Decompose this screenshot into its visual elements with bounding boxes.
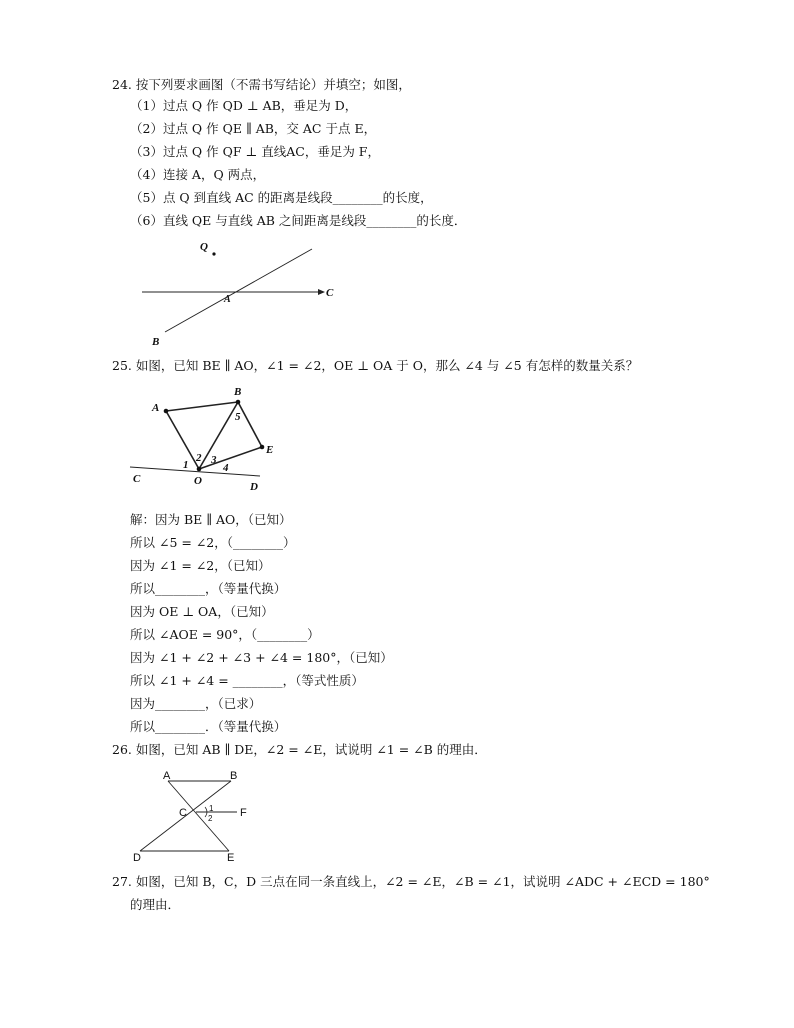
- line-ab: [165, 249, 312, 332]
- label-c: C: [133, 473, 141, 485]
- label-b: B: [230, 770, 238, 782]
- seg-ab: [166, 402, 238, 411]
- seg-ae: [168, 781, 229, 851]
- q24-item-1: （1）过点 Q 作 QD ⊥ AB，垂足为 D，: [130, 98, 358, 113]
- seg-oe: [199, 447, 262, 469]
- label-c: C: [179, 807, 187, 819]
- q25-solution-6: 所以 ∠AOE = 90°，（________）: [130, 627, 320, 642]
- point-b: [236, 400, 241, 405]
- q27-title: 27. 如图，已知 B，C，D 三点在同一条直线上，∠2 = ∠E，∠B = ∠1，试说明 ∠ADC + ∠ECD = 180°: [112, 874, 710, 889]
- arrow-c: [318, 289, 325, 295]
- point-q: [212, 252, 215, 255]
- label-a: A: [163, 770, 171, 782]
- label-c: C: [326, 287, 334, 299]
- point-a: [164, 409, 169, 414]
- q24-item-4: （4）连接 A，Q 两点，: [130, 167, 266, 182]
- q25-solution-10: 所以________．（等量代换）: [130, 719, 287, 734]
- label-e: E: [227, 852, 235, 864]
- q25-solution-4: 所以________，（等量代换）: [130, 581, 287, 596]
- label-b: B: [234, 386, 242, 398]
- label-angle-1: 1: [183, 459, 189, 471]
- q26-title: 26. 如图，已知 AB ∥ DE，∠2 = ∠E，试说明 ∠1 = ∠B 的理由．: [112, 742, 487, 757]
- label-angle-1: 1: [209, 804, 214, 813]
- q24-item-2: （2）过点 Q 作 QE ∥ AB，交 AC 于点 E，: [130, 121, 377, 136]
- q24-title: 24. 按下列要求画图（不需书写结论）并填空；如图，: [112, 77, 411, 92]
- label-q: Q: [200, 241, 208, 253]
- q25-solution-3: 因为 ∠1 = ∠2，（已知）: [130, 558, 271, 573]
- q24-item-3: （3）过点 Q 作 QF ⊥ 直线AC，垂足为 F，: [130, 144, 380, 159]
- label-a: A: [152, 402, 160, 414]
- q25-solution-2: 所以 ∠5 = ∠2，（________）: [130, 535, 296, 550]
- q25-solution-9: 因为________，（已求）: [130, 696, 262, 711]
- label-f: F: [240, 807, 247, 819]
- label-e: E: [266, 444, 274, 456]
- q24-item-5: （5）点 Q 到直线 AC 的距离是线段________的长度，: [130, 190, 433, 205]
- q25-solution-8: 所以 ∠1 + ∠4 = ________，（等式性质）: [130, 673, 364, 688]
- point-o: [197, 467, 202, 472]
- q25-title: 25. 如图，已知 BE ∥ AO，∠1 = ∠2，OE ⊥ OA 于 O，那么 ∠4 与 ∠5 有怎样的数量关系？: [112, 358, 639, 373]
- q27-title-cont: 的理由．: [130, 897, 181, 912]
- label-angle-3: 3: [211, 454, 217, 466]
- q25-figure: [125, 380, 290, 495]
- seg-be: [238, 402, 262, 447]
- label-a: A: [224, 294, 231, 305]
- label-d: D: [133, 852, 141, 864]
- label-angle-5: 5: [235, 411, 241, 423]
- label-angle-4: 4: [223, 462, 229, 474]
- q25-solution-1: 解：因为 BE ∥ AO，（已知）: [130, 512, 292, 527]
- q24-figure: [130, 232, 360, 352]
- label-angle-2: 2: [208, 814, 213, 823]
- label-angle-2: 2: [196, 452, 202, 464]
- q26-figure: [128, 768, 258, 866]
- label-b: B: [152, 336, 160, 348]
- q25-solution-5: 因为 OE ⊥ OA，（已知）: [130, 604, 274, 619]
- q24-item-6: （6）直线 QE 与直线 AB 之间距离是线段________的长度．: [130, 213, 467, 228]
- label-d: D: [250, 481, 258, 493]
- point-e: [260, 445, 265, 450]
- q25-solution-7: 因为 ∠1 + ∠2 + ∠3 + ∠4 = 180°，（已知）: [130, 650, 393, 665]
- label-o: O: [194, 475, 202, 487]
- seg-ob: [199, 402, 238, 469]
